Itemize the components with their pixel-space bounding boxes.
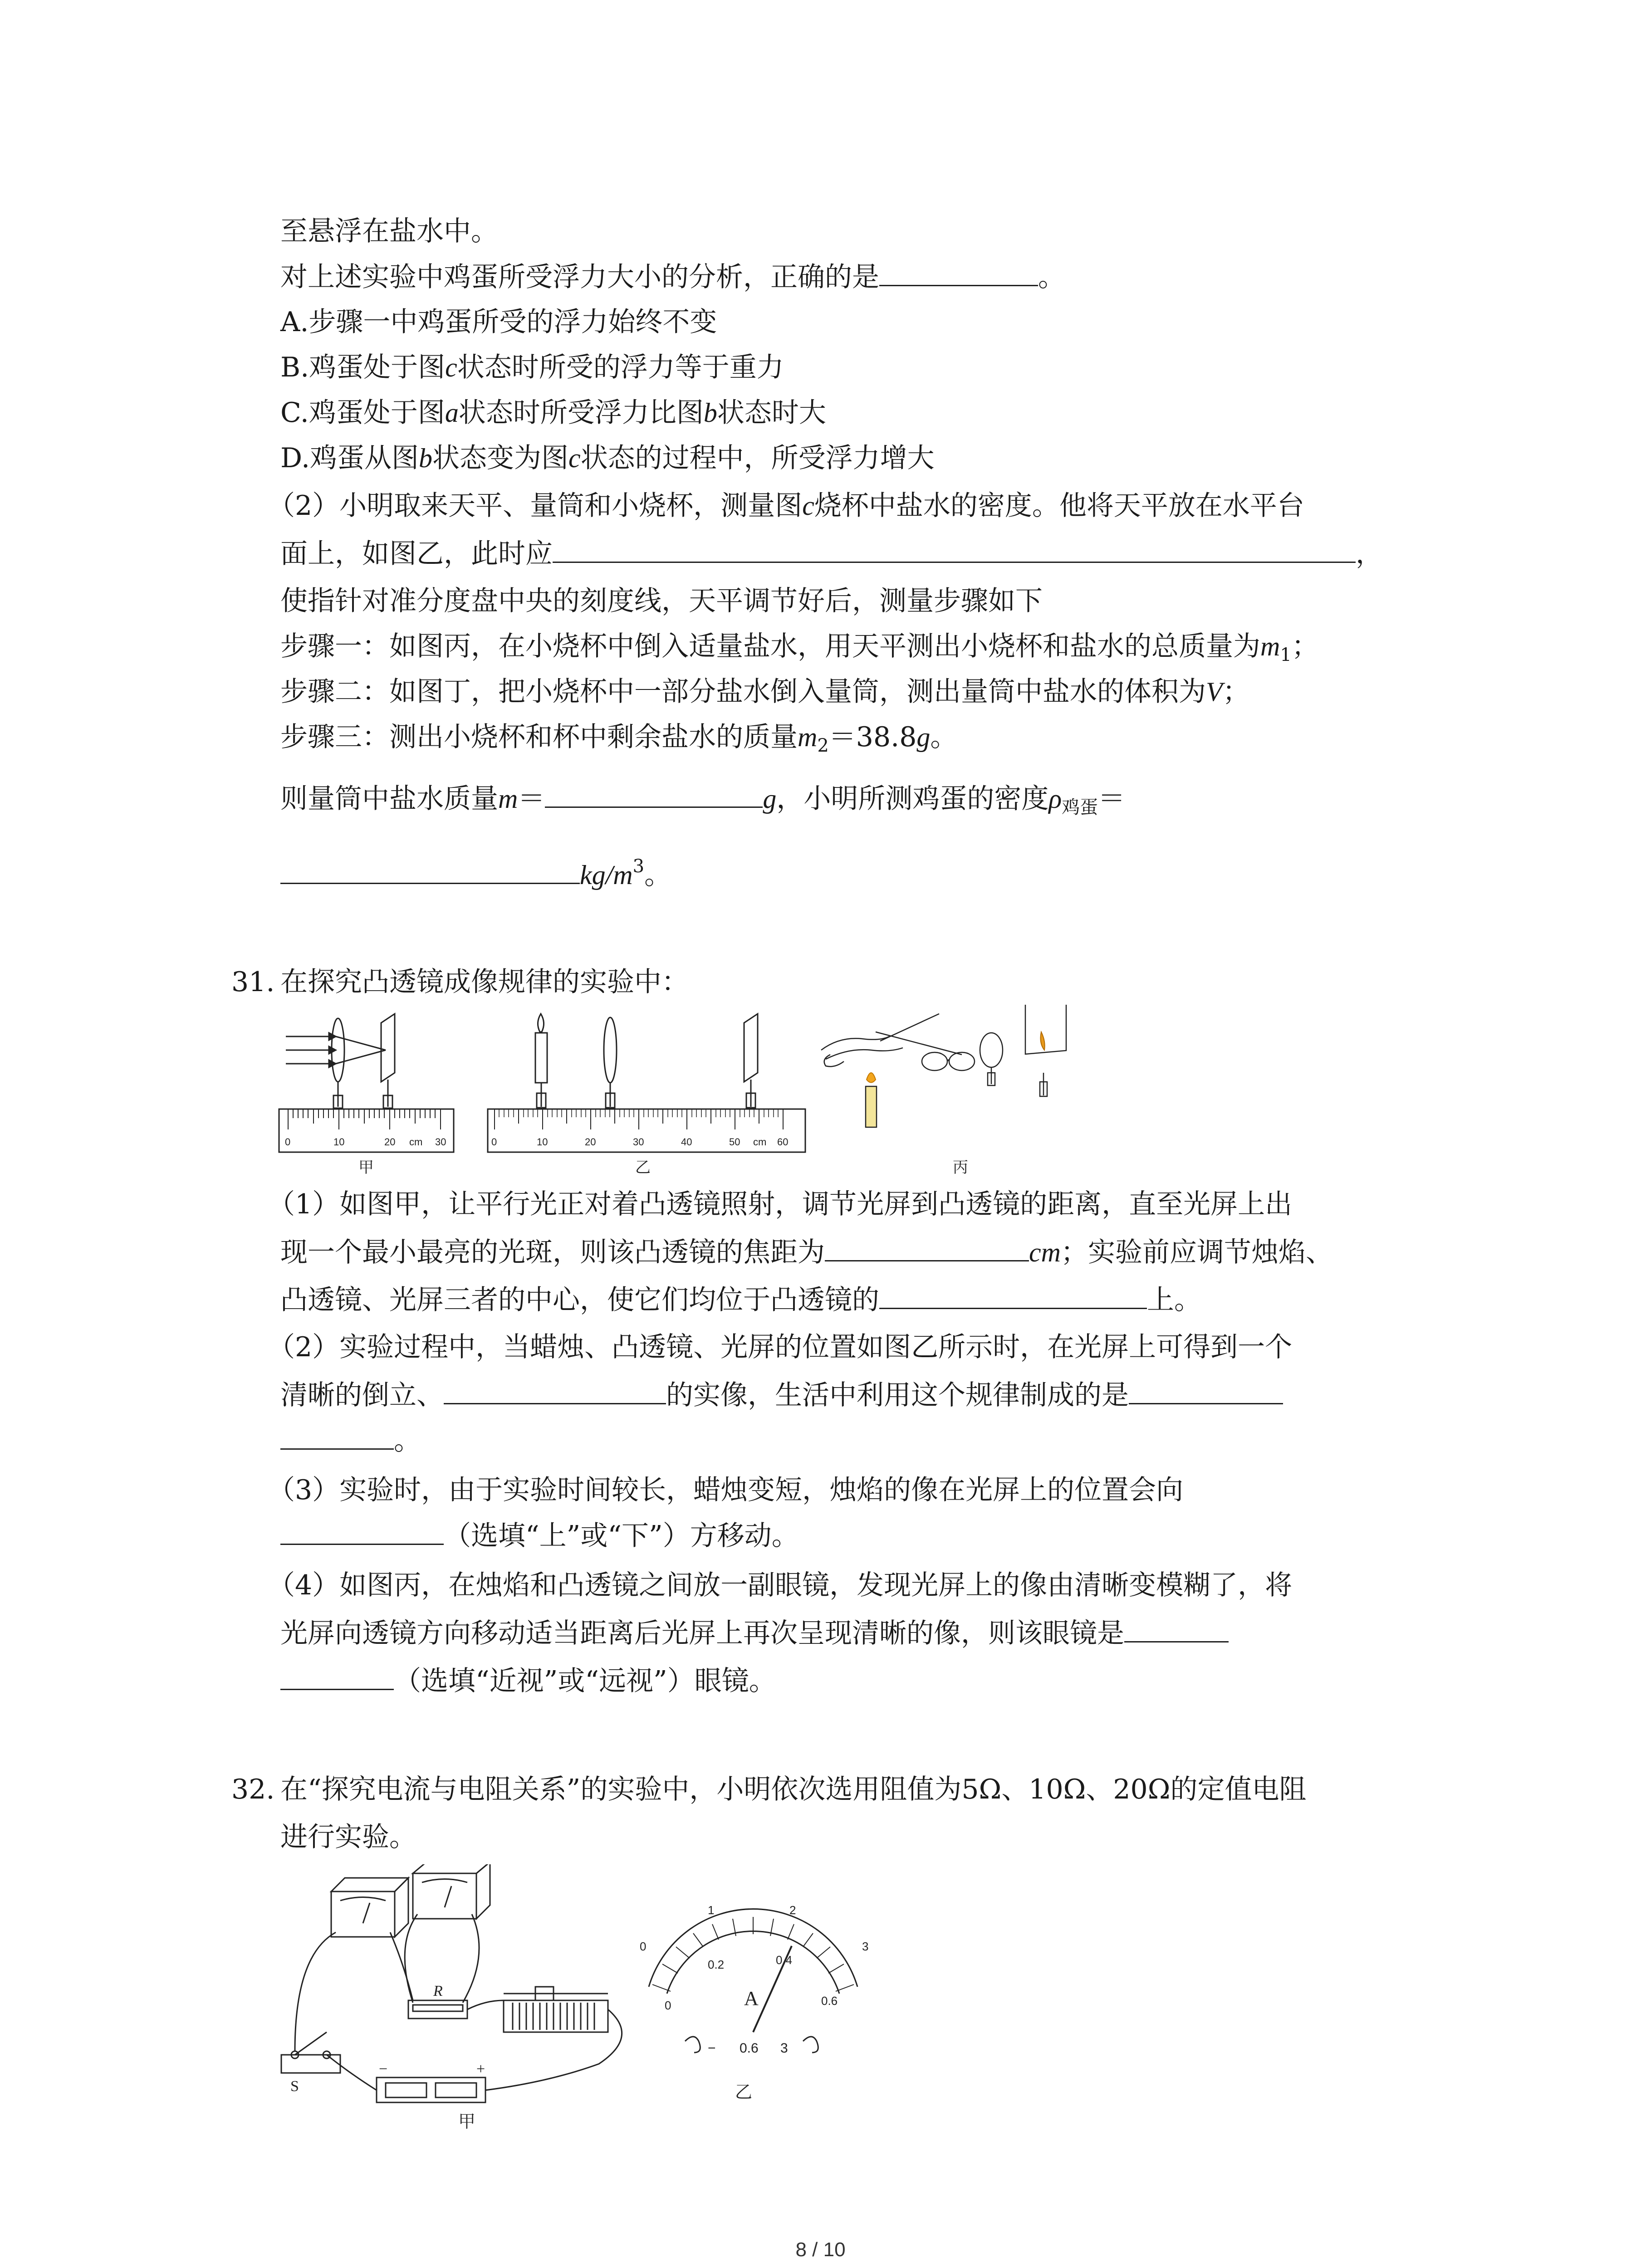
var: m <box>1260 631 1280 661</box>
q31-number: 31. <box>231 966 275 998</box>
unit: g <box>763 784 777 814</box>
punct: 。 <box>644 859 672 891</box>
q30-option-b <box>280 349 784 386</box>
q31-sub2-line1 <box>268 1329 1292 1365</box>
resistor-label: R <box>433 1983 443 1999</box>
var: c <box>445 352 457 382</box>
tick-label: 60 <box>777 1136 789 1148</box>
q32-ammeter-figure-yi <box>631 1896 885 2132</box>
q30-option-a <box>280 304 717 340</box>
text: 则量筒中盐水质量 <box>280 783 498 815</box>
unit: cm <box>1029 1237 1061 1267</box>
punct: ； <box>1222 676 1250 708</box>
tick-label: cm <box>409 1136 423 1148</box>
option-b-text-2: 状态时所受的浮力等于重力 <box>457 352 784 383</box>
ammeter-icon <box>331 1892 395 1937</box>
terminal-label: 0.6 <box>740 2041 759 2056</box>
page-number: 8 / 10 <box>795 2239 846 2261</box>
q30-answer-line <box>280 780 1125 826</box>
answer-blank-image-size[interactable] <box>444 1377 666 1404</box>
terminal-label: − <box>708 2041 716 2056</box>
tick-label: 10 <box>537 1136 548 1148</box>
q31-sub4-line1 <box>268 1567 1292 1603</box>
text: 上。 <box>1147 1284 1201 1316</box>
flame-image-icon <box>1041 1032 1045 1050</box>
punct: ， <box>1356 538 1383 570</box>
var: ρ <box>1048 784 1062 814</box>
terminal-label: 3 <box>780 2041 788 2056</box>
q31-stem <box>280 964 689 1000</box>
q31-sub1-line2 <box>280 1234 1333 1271</box>
scale-bottom-label: 0.4 <box>776 1953 793 1967</box>
q30-sub2-line1 <box>268 488 1304 524</box>
unit: kg/m <box>580 860 633 890</box>
q31-sub3-line1 <box>268 1472 1183 1508</box>
subscript: 1 <box>1280 645 1292 665</box>
text: 光屏向透镜方向移动适当距离后光屏上再次呈现清晰的像，则该眼镜是 <box>280 1618 1124 1649</box>
q32-stem-line1 <box>280 1771 1306 1808</box>
text: 现一个最小最亮的光斑，则该凸透镜的焦距为 <box>280 1237 825 1268</box>
q30-step2 <box>280 674 1250 710</box>
scale-top-label: 0 <box>640 1940 647 1953</box>
tick-label: 20 <box>384 1136 396 1148</box>
tick-label: 30 <box>435 1136 446 1148</box>
q30-step1 <box>280 628 1319 673</box>
answer-blank-focal[interactable] <box>825 1234 1029 1261</box>
text: ＝ <box>1098 783 1126 815</box>
value: ＝38.8 <box>828 721 917 753</box>
q30-sub2-line2 <box>280 535 1383 572</box>
text: 步骤一：如图丙，在小烧杯中倒入适量盐水，用天平测出小烧杯和盐水的总质量为 <box>280 631 1260 662</box>
tick-label: 30 <box>633 1136 644 1148</box>
punct: ； <box>1291 631 1319 662</box>
answer-blank-device[interactable] <box>1129 1377 1283 1404</box>
subscript: 鸡蛋 <box>1062 797 1098 818</box>
text: 在探究凸透镜成像规律的实验中： <box>280 966 689 998</box>
text: 烧杯中盐水的密度。他将天平放在水平台 <box>814 490 1304 522</box>
var: b <box>419 443 433 473</box>
option-d-text: D.鸡蛋从图 <box>280 442 419 474</box>
inner-scale-arc <box>667 1931 839 1994</box>
scale-bottom-label: 0.6 <box>821 1994 838 2008</box>
scale-top-label: 3 <box>862 1940 869 1953</box>
text: ；实验前应调节烛焰、 <box>1060 1237 1333 1268</box>
q31-sub3-line2 <box>280 1517 799 1554</box>
figure-caption-jia: 甲 <box>358 1158 374 1177</box>
option-b-text: B.鸡蛋处于图 <box>280 352 446 383</box>
switch-label: S <box>290 2078 299 2095</box>
punct: 。 <box>1038 261 1065 293</box>
answer-blank-direction[interactable] <box>280 1517 444 1545</box>
tick-label: 50 <box>729 1136 740 1148</box>
q32-stem-line2 <box>280 1819 416 1855</box>
q32-circuit-figure-jia <box>277 1864 667 2136</box>
q31-sub1-line3 <box>280 1281 1201 1318</box>
option-a-text: A.步骤一中鸡蛋所受的浮力始终不变 <box>280 306 717 338</box>
battery-plus-label: + <box>476 2061 485 2077</box>
ruler-ticks <box>288 1109 441 1129</box>
text: （2）实验过程中，当蜡烛、凸透镜、光屏的位置如图乙所示时，在光屏上可得到一个 <box>268 1331 1293 1363</box>
q31-figure-yi <box>485 1005 812 1177</box>
answer-blank-glasses-cont[interactable] <box>280 1662 394 1690</box>
q30-option-c <box>280 395 826 431</box>
q31-figure-jia <box>277 1005 458 1177</box>
text: （选填“近视”或“远视”）眼镜。 <box>394 1665 776 1697</box>
tick-label: 10 <box>333 1136 345 1148</box>
option-d-text-2: 状态变为图 <box>432 442 569 474</box>
text: 凸透镜、光屏三者的中心，使它们均位于凸透镜的 <box>280 1284 879 1316</box>
tick-label: 0 <box>491 1136 497 1148</box>
battery-icon <box>377 2077 485 2102</box>
text: （2）小明取来天平、量筒和小烧杯，测量图 <box>268 490 803 522</box>
q31-sub4-line2 <box>280 1615 1229 1652</box>
punct: 。 <box>394 1425 421 1457</box>
text: （选填“上”或“下”）方移动。 <box>444 1520 799 1552</box>
tick-label: 0 <box>285 1136 291 1148</box>
q30-step3 <box>280 719 957 764</box>
candle-flame-icon <box>867 1073 876 1083</box>
figure-caption-yi: 乙 <box>635 1158 651 1177</box>
var: c <box>568 443 581 473</box>
option-c-text: C.鸡蛋处于图 <box>280 397 445 429</box>
figure-caption-jia: 甲 <box>458 2112 476 2131</box>
q30-option-d <box>280 440 935 476</box>
var: c <box>802 491 814 521</box>
text: 清晰的倒立、 <box>280 1379 444 1411</box>
subscript: 2 <box>817 735 829 756</box>
answer-blank-device-cont[interactable] <box>280 1422 394 1450</box>
tick-label: 20 <box>585 1136 596 1148</box>
q30-continuation-line <box>280 213 498 249</box>
text: 使指针对准分度盘中央的刻度线，天平调节好后，测量步骤如下 <box>280 585 1043 617</box>
text: 步骤二：如图丁，把小烧杯中一部分盐水倒入量筒，测出量筒中盐水的体积为 <box>280 676 1206 708</box>
text: ，小明所测鸡蛋的密度 <box>776 783 1049 815</box>
q31-sub2-line2 <box>280 1377 1283 1413</box>
meter-unit-label: A <box>744 1987 759 2009</box>
q31-sub1-line1 <box>268 1186 1292 1222</box>
var: m <box>798 722 818 752</box>
text: （4）如图丙，在烛焰和凸透镜之间放一副眼镜，发现光屏上的像由清晰变模糊了，将 <box>268 1569 1293 1601</box>
superscript: 3 <box>632 856 645 877</box>
q30-sub1-text: 对上述实验中鸡蛋所受浮力大小的分析，正确的是 <box>280 261 879 293</box>
q30-cont-text: 至悬浮在盐水中。 <box>280 215 498 247</box>
text: ＝ <box>518 783 545 815</box>
candle-icon <box>866 1086 877 1127</box>
option-d-text-3: 状态的过程中，所受浮力增大 <box>580 442 935 474</box>
figure-caption-bing: 丙 <box>953 1158 968 1177</box>
tick-label: 40 <box>681 1136 692 1148</box>
var: m <box>498 784 518 814</box>
q30-answer-line2 <box>280 848 671 893</box>
q30-sub2-line3 <box>280 583 1043 619</box>
voltmeter-icon <box>413 1873 476 1919</box>
resistor-icon <box>408 2000 467 2019</box>
text: 的实像，生活中利用这个规律制成的是 <box>666 1379 1129 1411</box>
q32-number: 32. <box>231 1774 275 1805</box>
text: 在“探究电流与电阻关系”的实验中，小明依次选用阻值为5Ω、10Ω、20Ω的定值电阻 <box>280 1774 1307 1805</box>
tick-label: cm <box>753 1136 767 1148</box>
var: b <box>703 398 717 428</box>
unit: g <box>916 722 931 752</box>
scale-bottom-label: 0.2 <box>708 1958 725 1971</box>
text: （1）如图甲，让平行光正对着凸透镜照射，调节光屏到凸透镜的距离，直至光屏上出 <box>268 1188 1293 1220</box>
text: 面上，如图乙，此时应 <box>280 538 553 570</box>
option-c-text-3: 状态时大 <box>717 397 826 429</box>
q31-sub4-line3 <box>280 1662 776 1699</box>
text: （3）实验时，由于实验时间较长，蜡烛变短，烛焰的像在光屏上的位置会向 <box>268 1474 1184 1506</box>
battery-minus-label: − <box>379 2061 388 2077</box>
answer-blank-mass[interactable] <box>545 780 763 808</box>
text: 步骤三：测出小烧杯和杯中剩余盐水的质量 <box>280 721 798 753</box>
answer-blank[interactable] <box>879 259 1038 286</box>
answer-blank-glasses[interactable] <box>1124 1615 1229 1642</box>
text: 进行实验。 <box>280 1821 416 1853</box>
scale-top-label: 2 <box>789 1903 796 1917</box>
var: a <box>445 398 459 428</box>
figure-caption-yi: 乙 <box>735 2082 753 2102</box>
answer-blank-density[interactable] <box>280 856 580 884</box>
q31-sub2-line3 <box>280 1422 421 1459</box>
q30-sub1-stem <box>280 259 1065 295</box>
scale-top-label: 1 <box>708 1903 715 1917</box>
q31-figure-bing <box>812 1005 1093 1177</box>
option-c-text-2: 状态时所受浮力比图 <box>458 397 704 429</box>
answer-blank[interactable] <box>553 535 1356 563</box>
var: V <box>1206 677 1223 707</box>
scale-bottom-label: 0 <box>665 1999 671 2012</box>
punct: 。 <box>930 721 958 753</box>
switch-icon <box>281 2055 340 2073</box>
answer-blank-axis[interactable] <box>879 1281 1147 1309</box>
